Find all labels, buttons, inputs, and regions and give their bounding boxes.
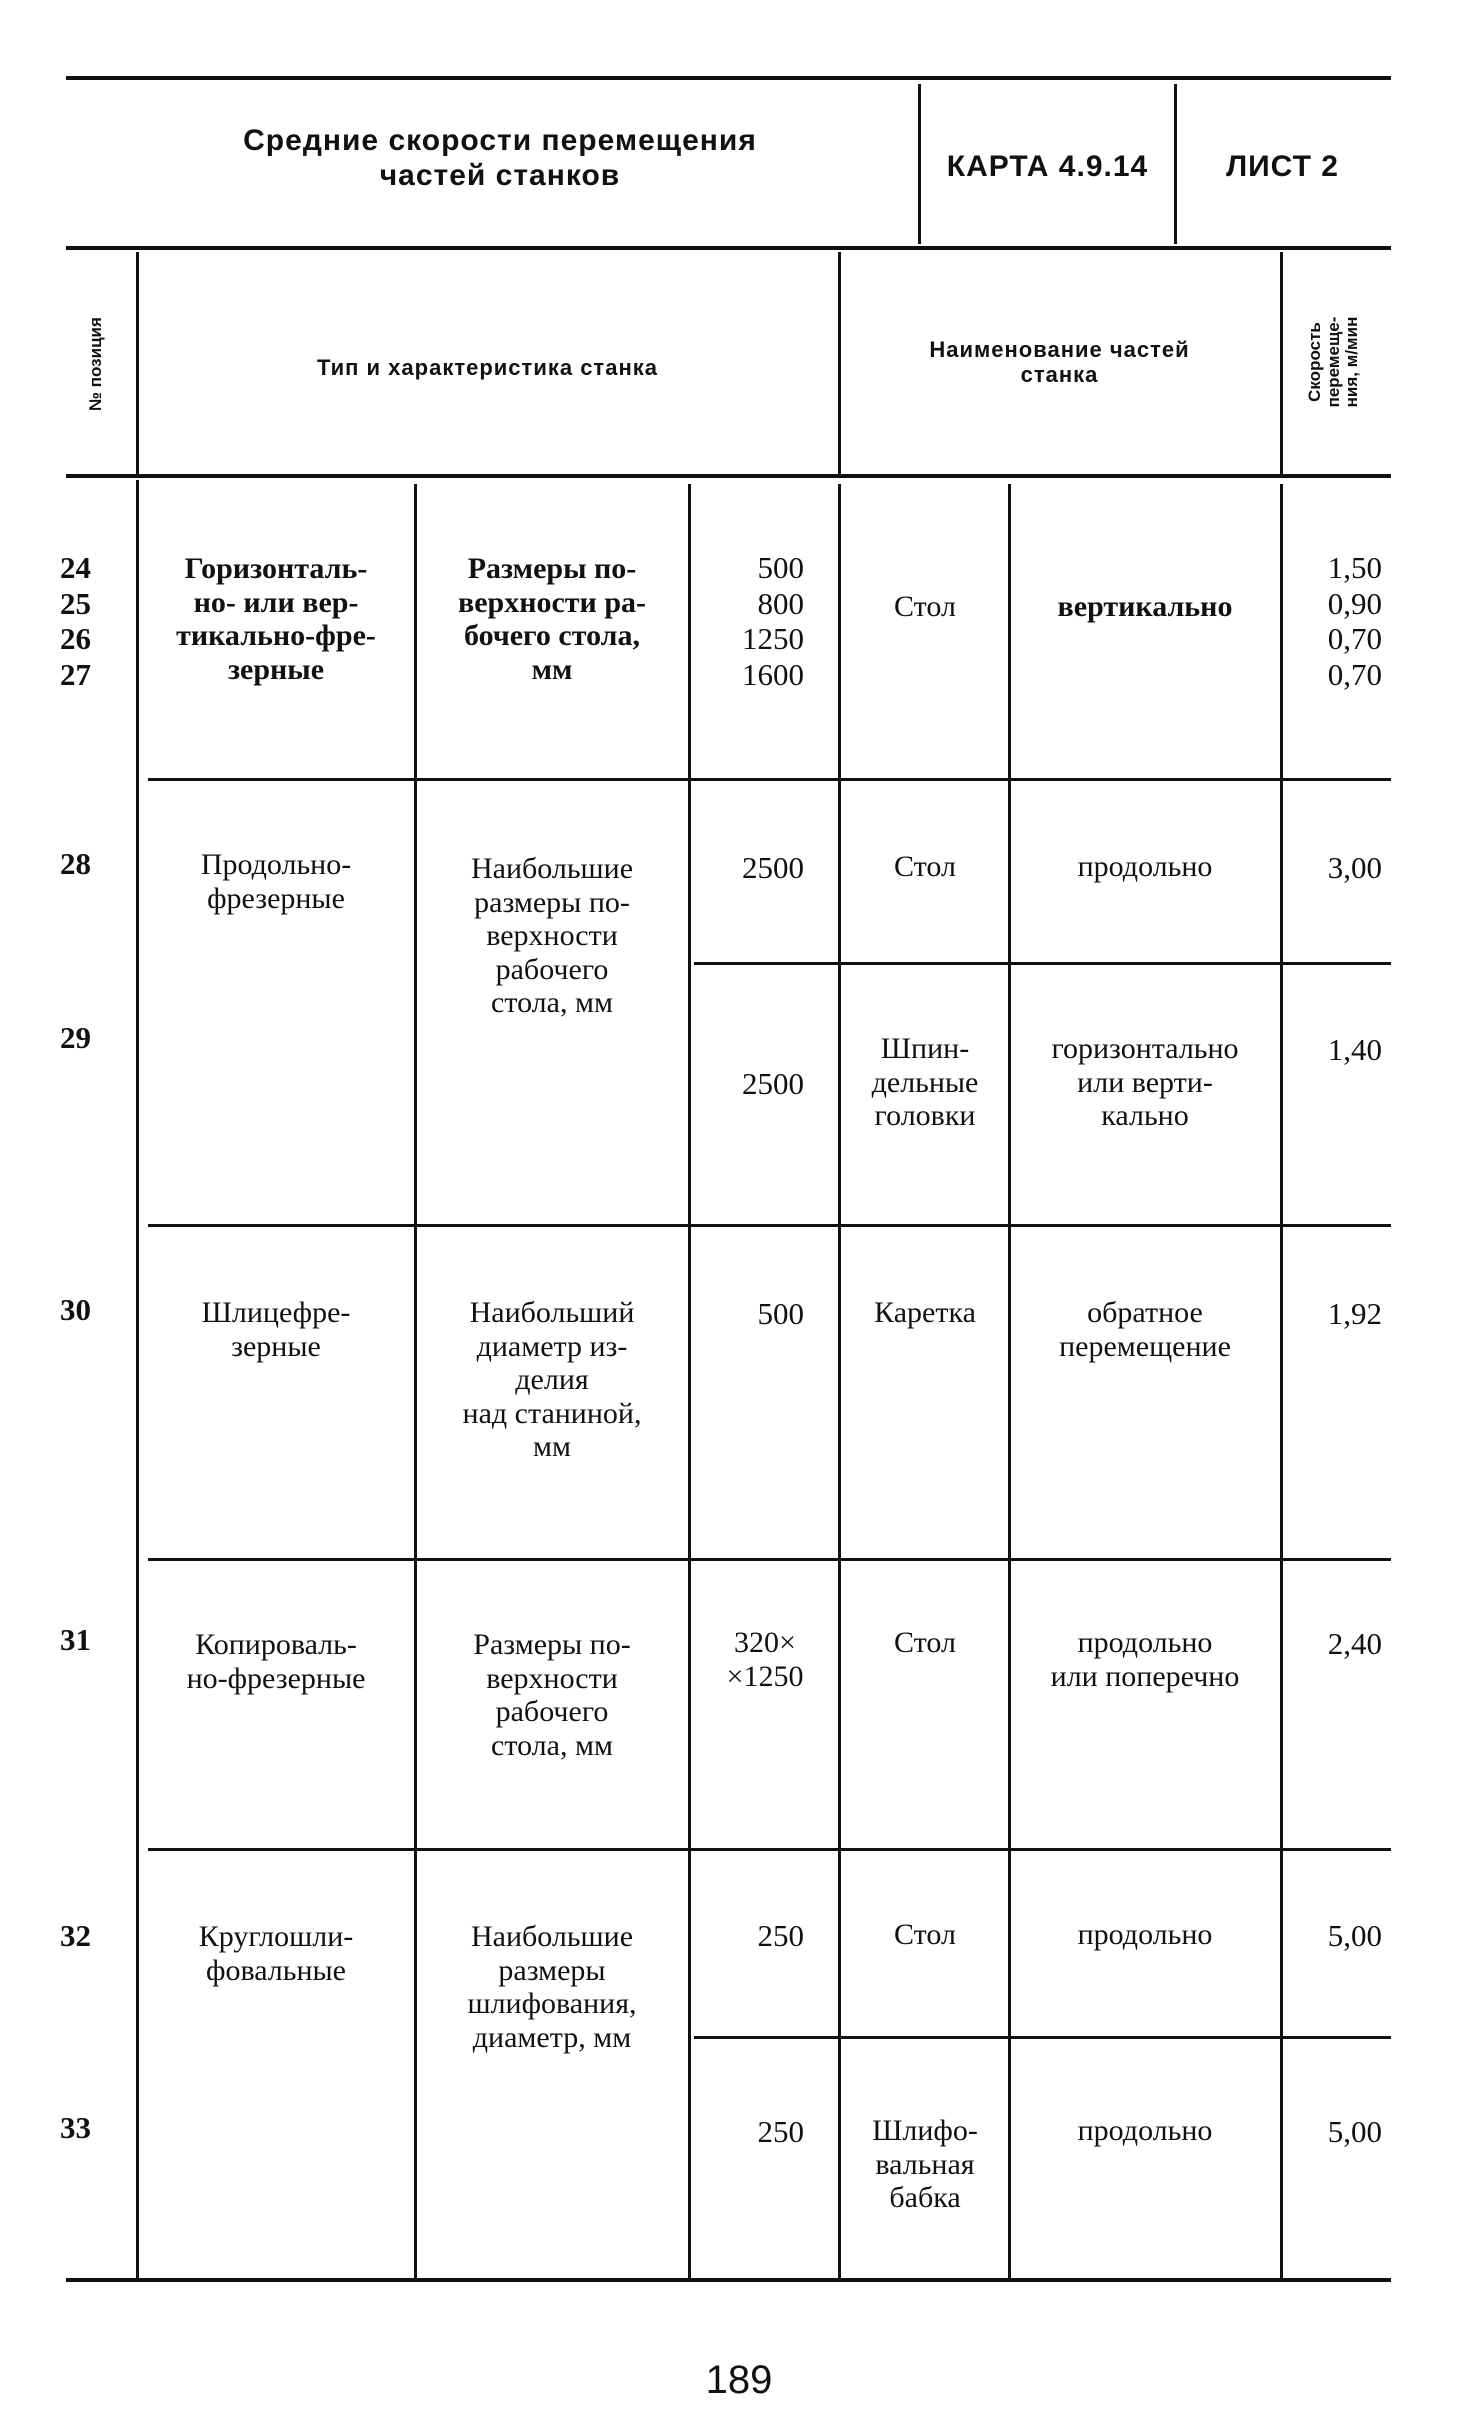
movement-direction: продольно: [1077, 1918, 1213, 1951]
speed-value: 3,00: [1327, 850, 1382, 885]
body-divider-type: [136, 480, 139, 2278]
movement-direction: вертикально: [1057, 590, 1233, 623]
movement-direction: продольно: [1077, 850, 1213, 883]
columns-bottom-rule: [66, 474, 1391, 478]
sheet-number: ЛИСТ 2: [1226, 150, 1339, 183]
speed-value: 5,00: [1327, 2114, 1382, 2149]
header-divider-1: [918, 84, 921, 244]
machine-type: Круглошли- фовальные: [198, 1920, 354, 1987]
speed-value: 1,92: [1327, 1296, 1382, 1331]
size-values: 500 800 1250 1600: [742, 550, 804, 692]
speed-value: 5,00: [1327, 1918, 1382, 1953]
body-divider-size: [688, 484, 691, 2278]
type-column-header: Тип и характеристика станка: [317, 355, 658, 380]
movement-direction: обратное перемещение: [1059, 1296, 1231, 1363]
row-separator: [148, 778, 1391, 781]
size-value: 250: [757, 1918, 804, 1953]
col-head-divider-3: [1280, 252, 1283, 474]
machine-characteristic: Размеры по- верхности ра- бочего стола, мм: [458, 552, 646, 686]
speed-value: 2,40: [1327, 1626, 1382, 1661]
part-name: Стол: [894, 590, 956, 623]
part-name: Стол: [894, 1626, 956, 1659]
sub-row-separator: [694, 2036, 1391, 2039]
position-number: 30: [60, 1292, 91, 1327]
row-separator: [148, 1848, 1391, 1851]
card-number: КАРТА 4.9.14: [946, 150, 1149, 183]
speed-values: 1,50 0,90 0,70 0,70: [1327, 550, 1382, 692]
col-head-divider-2: [838, 252, 841, 474]
row-separator: [148, 1558, 1391, 1561]
size-value: 2500: [742, 1066, 804, 1101]
table-bottom-rule: [66, 2278, 1391, 2282]
size-value: 2500: [742, 850, 804, 885]
size-value: 320× ×1250: [726, 1626, 804, 1693]
machine-type: Копироваль- но-фрезерные: [186, 1628, 366, 1695]
part-name: Стол: [894, 1918, 956, 1951]
body-divider-part: [838, 484, 841, 2278]
part-name: Стол: [894, 850, 956, 883]
top-rule: [66, 76, 1391, 80]
page-number: 189: [705, 2358, 773, 2402]
position-column-header: № позиция: [86, 317, 105, 411]
machine-characteristic: Наибольшие размеры шлифования, диаметр, мм: [467, 1920, 637, 2054]
part-name: Шпин- дельные головки: [871, 1032, 979, 1133]
position-number: 33: [60, 2110, 91, 2145]
machine-type: Шлицефре- зерные: [201, 1296, 351, 1363]
position-number: 29: [60, 1020, 91, 1055]
position-number: 31: [60, 1622, 91, 1657]
machine-type: Горизонталь- но- или вер- тикально-фре- зерные: [176, 552, 376, 686]
movement-direction: продольно: [1077, 2114, 1213, 2147]
position-number: 28: [60, 846, 91, 881]
movement-direction: продольно или поперечно: [1050, 1626, 1240, 1693]
size-value: 250: [757, 2114, 804, 2149]
row-separator: [148, 1224, 1391, 1227]
machine-characteristic: Размеры по- верхности рабочего стола, мм: [473, 1628, 631, 1762]
machine-characteristic: Наибольшие размеры по- верхности рабочего стола, мм: [470, 852, 634, 1020]
speed-value: 1,40: [1327, 1032, 1382, 1067]
parts-column-header: Наименование частей станка: [929, 337, 1190, 388]
body-divider-direction: [1008, 484, 1011, 2278]
machine-characteristic: Наибольший диаметр из- делия над станиной, мм: [462, 1296, 642, 1464]
col-head-divider-1: [136, 252, 139, 474]
part-name: Каретка: [874, 1296, 976, 1329]
body-divider-char: [414, 484, 417, 2278]
card-title: Средние скорости перемещения частей станков: [243, 124, 757, 192]
position-number: 32: [60, 1918, 91, 1953]
movement-direction: горизонтально или верти- кально: [1051, 1032, 1239, 1133]
body-divider-speed: [1280, 484, 1283, 2278]
header-divider-2: [1174, 84, 1177, 244]
position-list: 24 25 26 27: [60, 550, 91, 692]
header-bottom-rule: [66, 246, 1391, 250]
machine-type: Продольно- фрезерные: [200, 848, 352, 915]
speed-column-header: Скорость перемеще- ния, м/мин: [1305, 316, 1362, 408]
size-value: 500: [757, 1296, 804, 1331]
sub-row-separator: [694, 962, 1391, 965]
part-name: Шлифо- вальная бабка: [872, 2114, 978, 2215]
